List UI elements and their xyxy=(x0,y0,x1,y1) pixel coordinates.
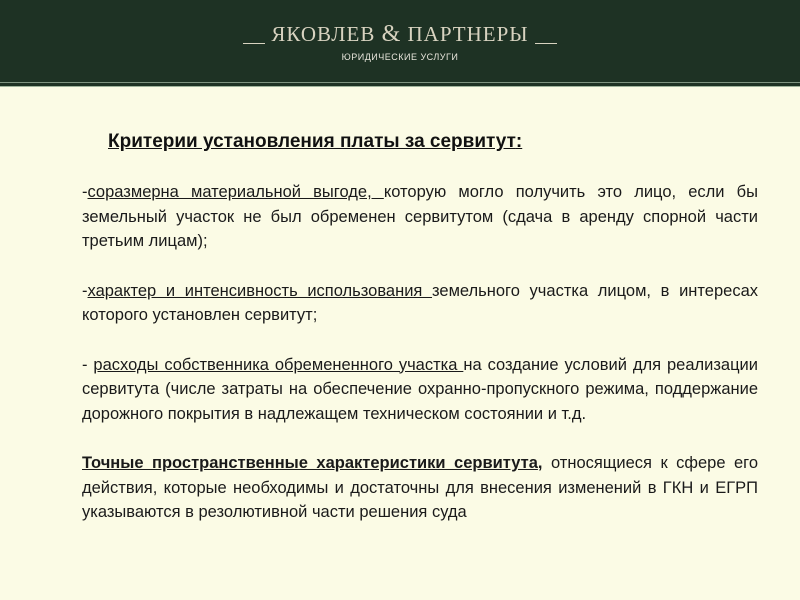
criterion-item xyxy=(82,180,758,254)
item-text: земельного участка лицом, в интересах которого установлен сервитут; xyxy=(82,281,758,324)
slide-title-text: Критерии установления платы за сервитут xyxy=(108,131,516,152)
final-key-phrase: Точные пространственные характеристики сервитута xyxy=(82,454,538,472)
brand-name-right: ПАРТНЕРЫ xyxy=(407,22,529,46)
brand-logo xyxy=(0,21,800,48)
item-key-phrase: характер и интенсивность использования xyxy=(87,281,433,300)
item-text: которую могло получить это лицо, если бы земельный участок не был обременен сервитутом (сдача в аренду спорной части третьим лицам); xyxy=(82,183,758,250)
slide-body xyxy=(82,180,758,550)
item-prefix: - xyxy=(82,183,88,201)
final-text: относящиеся к сфере его действия, которые необходимы и достаточны для внесения изменений в ГКН и ЕГРП указываются в резолютивной части решения суда xyxy=(82,454,758,521)
item-key-phrase: соразмерна материальной выгоде, xyxy=(87,183,384,201)
item-text: на создание условий для реализации сервитута (числе затраты на обеспечение охранно-пропускного режима, поддержание дорожного покрытия в надлежащем техническом состоянии и т.д. xyxy=(82,355,758,423)
item-key-phrase: расходы собственника обремененного участка xyxy=(93,355,464,374)
item-prefix: - xyxy=(82,281,88,300)
brand-subtitle: ЮРИДИЧЕСКИЕ УСЛУГИ xyxy=(341,52,459,62)
criterion-item xyxy=(82,353,758,427)
item-prefix: - xyxy=(82,355,94,374)
final-comma: , xyxy=(537,454,543,472)
brand-ampersand: & xyxy=(381,21,402,47)
slide-title-colon: : xyxy=(515,131,523,152)
brand-name-left: ЯКОВЛЕВ xyxy=(271,22,376,46)
logo-line-left xyxy=(243,43,265,44)
header-banner xyxy=(0,0,800,87)
header-divider xyxy=(0,82,800,83)
criterion-item xyxy=(82,279,758,328)
logo-line-right xyxy=(535,43,557,44)
slide-title xyxy=(108,131,522,153)
final-paragraph xyxy=(82,451,758,525)
